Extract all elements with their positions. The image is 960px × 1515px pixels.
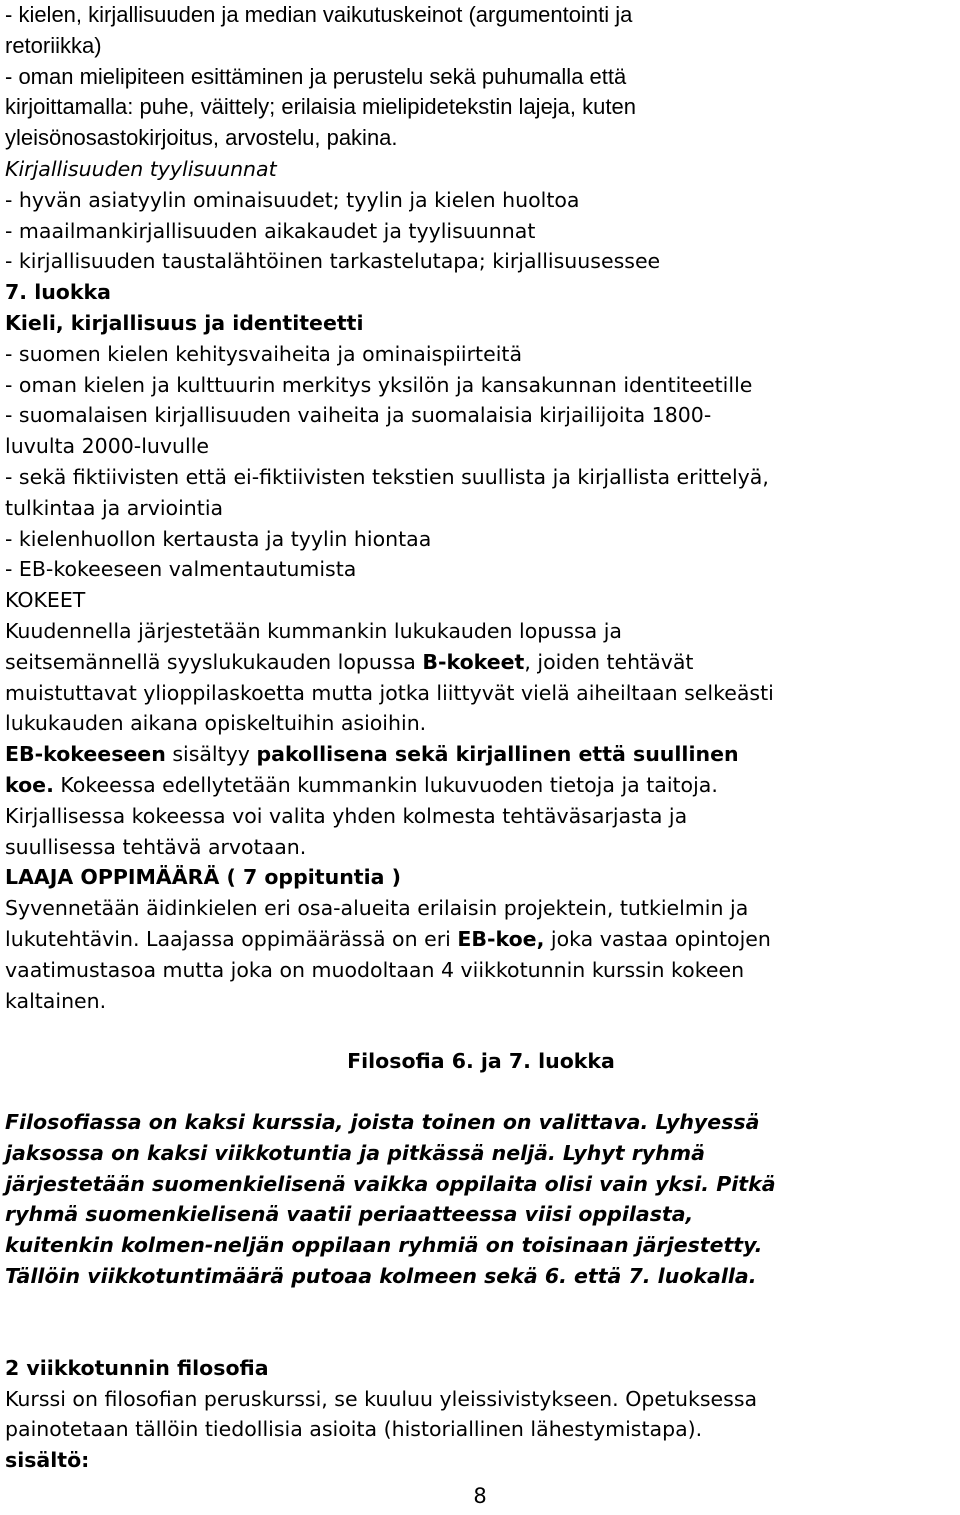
extended-line: kaltainen. bbox=[5, 988, 107, 1013]
exams-line: Kuudennella järjestetään kummankin lukukauden lopussa ja bbox=[5, 618, 622, 643]
exams-text: sisältyy bbox=[165, 742, 257, 767]
extended-line: vaatimustasoa mutta joka on muodoltaan 4 viikkotunnin kurssin kokeen bbox=[5, 957, 745, 982]
grade7-line: - EB-kokeeseen valmentautumista bbox=[5, 557, 357, 582]
exams-line: muistuttavat ylioppilaskoetta mutta jotka liittyvät vielä aiheiltaan selkeästi bbox=[5, 680, 774, 705]
philosophy-line: Tällöin viikkotuntimäärä putoaa kolmeen sekä 6. että 7. luokalla. bbox=[5, 1264, 757, 1289]
extended-line bbox=[5, 924, 957, 955]
extended-line: Syvennetään äidinkielen eri osa-alueita erilaisin projektein, tutkielmin ja bbox=[5, 896, 749, 921]
eb-exam-term: EB-kokeeseen bbox=[5, 742, 166, 767]
philosophy-line: jaksossa on kaksi viikkotuntia ja pitkässä neljä. Lyhyt ryhmä bbox=[5, 1140, 705, 1165]
intro-line: - kielen, kirjallisuuden ja median vaikutuskeinot (argumentointi ja bbox=[5, 2, 633, 27]
grade7-line: luvulta 2000-luvulle bbox=[5, 434, 210, 459]
philosophy-line: kuitenkin kolmen-neljän oppilaan ryhmiä on toisinaan järjestetty. bbox=[5, 1233, 763, 1258]
content-label: sisältö: bbox=[5, 1448, 90, 1473]
two-hour-line: painotetaan tällöin tiedollisia asioita (historiallinen lähestymistapa). bbox=[5, 1417, 703, 1442]
document-page bbox=[5, 0, 957, 1476]
page-number: 8 bbox=[473, 1484, 487, 1508]
exams-text: Kokeessa edellytetään kummankin lukuvuoden tietoja ja taitoja. bbox=[53, 772, 718, 797]
eb-exam-term: EB-koe, bbox=[457, 926, 545, 951]
extended-heading: LAAJA OPPIMÄÄRÄ ( 7 oppituntia ) bbox=[5, 865, 401, 890]
section-gap bbox=[5, 1016, 957, 1046]
grade7-line: tulkintaa ja arviointia bbox=[5, 495, 224, 520]
grade7-line: - suomen kielen kehitysvaiheita ja ominaispiirteitä bbox=[5, 341, 523, 366]
grade7-line: - oman kielen ja kulttuurin merkitys yksilön ja kansakunnan identiteetille bbox=[5, 372, 753, 397]
exams-line bbox=[5, 739, 957, 770]
b-exams-term: B-kokeet bbox=[422, 649, 525, 674]
grade7-line: - sekä fiktiivisten että ei-fiktiivisten tekstien suullista ja kirjallista erittelyä, bbox=[5, 464, 769, 489]
exams-line: lukukauden aikana opiskeltuihin asioihin. bbox=[5, 711, 427, 736]
exams-line bbox=[5, 770, 957, 801]
section-gap bbox=[5, 1292, 957, 1353]
intro-line: kirjoittamalla: puhe, väittely; erilaisia mielipidetekstin lajeja, kuten bbox=[5, 94, 636, 120]
grade7-line: - suomalaisen kirjallisuuden vaiheita ja suomalaisia kirjailijoita 1800- bbox=[5, 403, 712, 428]
intro-line: - oman mielipiteen esittäminen ja perustelu sekä puhumalla että bbox=[5, 63, 627, 89]
extended-text: lukutehtävin. Laajassa oppimäärässä on eri bbox=[5, 926, 458, 951]
philosophy-heading: Filosofia 6. ja 7. luokka bbox=[347, 1049, 615, 1074]
exam-word: koe. bbox=[5, 772, 54, 797]
section-gap bbox=[5, 1077, 957, 1107]
philosophy-line: järjestetään suomenkielisenä vaikka oppilaita olisi vain yksi. Pitkä bbox=[5, 1171, 776, 1196]
exams-line: suullisessa tehtävä arvotaan. bbox=[5, 834, 307, 859]
exams-text: seitsemännellä syyslukukauden lopussa bbox=[5, 649, 423, 674]
styles-item: - maailmankirjallisuuden aikakaudet ja tyylisuunnat bbox=[5, 218, 536, 243]
mandatory-exam-text: pakollisena sekä kirjallinen että suullinen bbox=[256, 742, 739, 767]
styles-item: - kirjallisuuden taustalähtöinen tarkastelutapa; kirjallisuusessee bbox=[5, 249, 661, 274]
exams-heading: KOKEET bbox=[5, 588, 86, 613]
styles-item: - hyvän asiatyylin ominaisuudet; tyylin ja kielen huoltoa bbox=[5, 187, 580, 212]
intro-line: retoriikka) bbox=[5, 32, 102, 58]
grade7-line: - kielenhuollon kertausta ja tyylin hiontaa bbox=[5, 526, 432, 551]
grade7-heading: 7. luokka bbox=[5, 280, 111, 305]
exams-line bbox=[5, 647, 957, 678]
grade7-subheading: Kieli, kirjallisuus ja identiteetti bbox=[5, 310, 364, 335]
extended-text: joka vastaa opintojen bbox=[544, 926, 771, 951]
philosophy-line: Filosofiassa on kaksi kurssia, joista toinen on valittava. Lyhyessä bbox=[5, 1110, 760, 1135]
two-hour-heading: 2 viikkotunnin filosofia bbox=[5, 1355, 269, 1380]
exams-line: Kirjallisessa kokeessa voi valita yhden kolmesta tehtäväsarjasta ja bbox=[5, 803, 688, 828]
philosophy-line: ryhmä suomenkielisenä vaatii periaatteessa viisi oppilasta, bbox=[5, 1202, 694, 1227]
two-hour-line: Kurssi on filosofian peruskurssi, se kuuluu yleissivistykseen. Opetuksessa bbox=[5, 1386, 758, 1411]
styles-heading: Kirjallisuuden tyylisuunnat bbox=[5, 156, 277, 181]
intro-line: yleisönosastokirjoitus, arvostelu, pakina. bbox=[5, 125, 398, 151]
exams-text: , joiden tehtävät bbox=[524, 649, 694, 674]
